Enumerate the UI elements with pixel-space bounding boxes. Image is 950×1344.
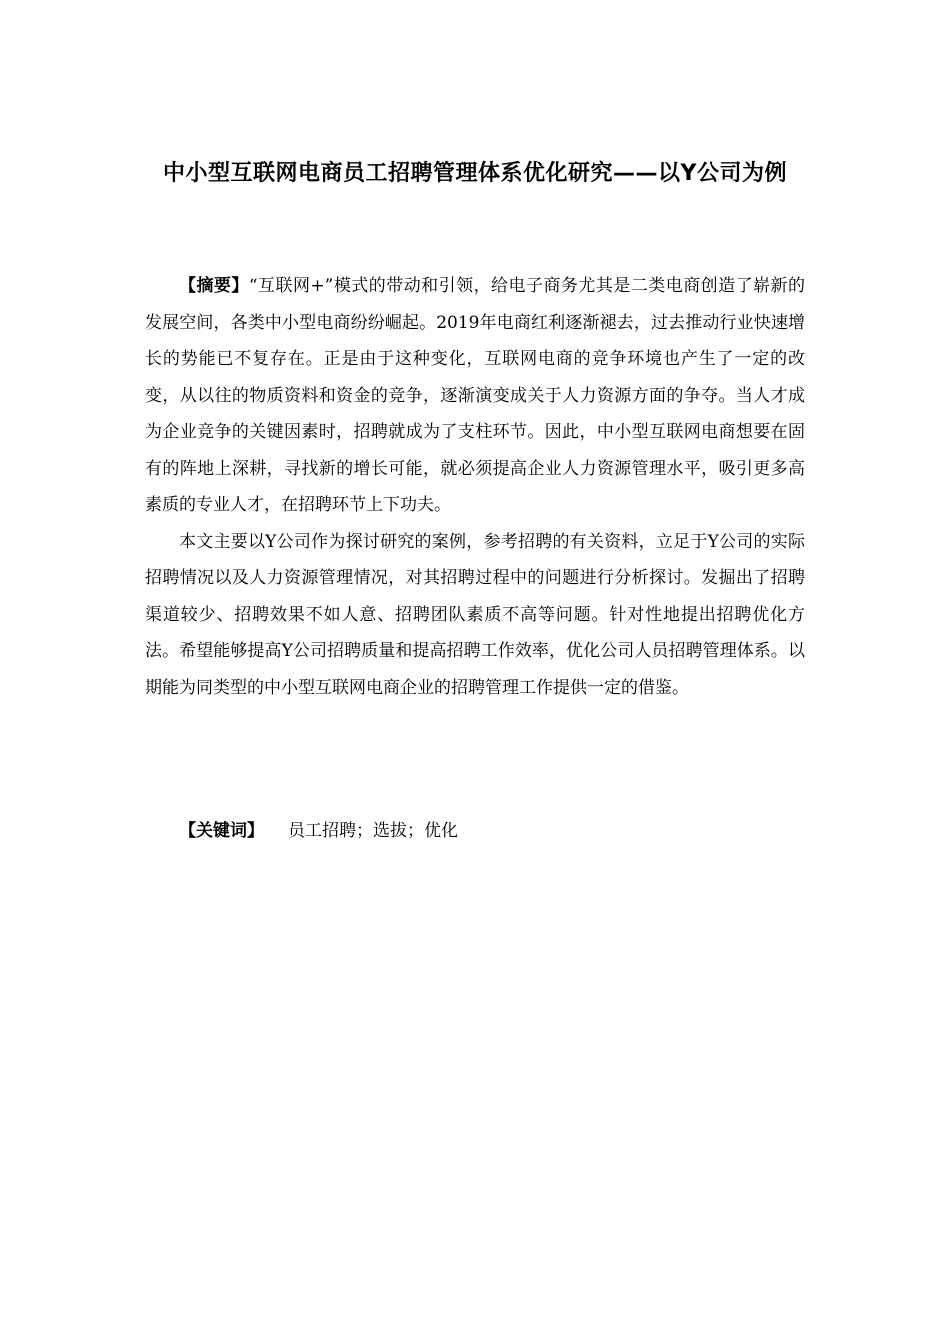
keywords-label: 【关键词】 bbox=[179, 821, 264, 841]
keywords-section bbox=[145, 813, 805, 849]
abstract-paragraph-1-text: “互联网+”模式的带动和引领，给电子商务尤其是二类电商创造了崭新的发展空间，各类中小型电商纷纷崛起。2019年电商红利逐渐褪去，过去推动行业快速增长的势能已不复存在。正是由于这种变化，互联网电商的竞争环境也产生了一定的改变，从以往的物质资料和资金的竞争，逐渐演变成关于人力资源方面的争夺。当人才成为企业竞争的关键因素时，招聘就成为了支柱环节。因此，中小型互联网电商想要在固有的阵地上深耕，寻找新的增长可能，就必须提高企业人力资源管理水平，吸引更多高素质的专业人才，在招聘环节上下功夫。 bbox=[145, 276, 806, 515]
document-title: 中小型互联网电商员工招聘管理体系优化研究——以Y公司为例 bbox=[163, 161, 787, 186]
abstract-paragraph-1 bbox=[145, 268, 805, 524]
keywords-text: 员工招聘；选拔；优化 bbox=[288, 821, 458, 841]
abstract-label: 【摘要】 bbox=[179, 276, 249, 296]
abstract-paragraph-2: 本文主要以Y公司作为探讨研究的案例，参考招聘的有关资料，立足于Y公司的实际招聘情况以及人力资源管理情况，对其招聘过程中的问题进行分析探讨。发掘出了招聘渠道较少、招聘效果不如人意、招聘团队素质不高等问题。针对性地提出招聘优化方法。希望能够提高Y公司招聘质量和提高招聘工作效率，优化公司人员招聘管理体系。以期能为同类型的中小型互联网电商企业的招聘管理工作提供一定的借鉴。 bbox=[145, 531, 805, 698]
abstract-section bbox=[145, 268, 805, 706]
